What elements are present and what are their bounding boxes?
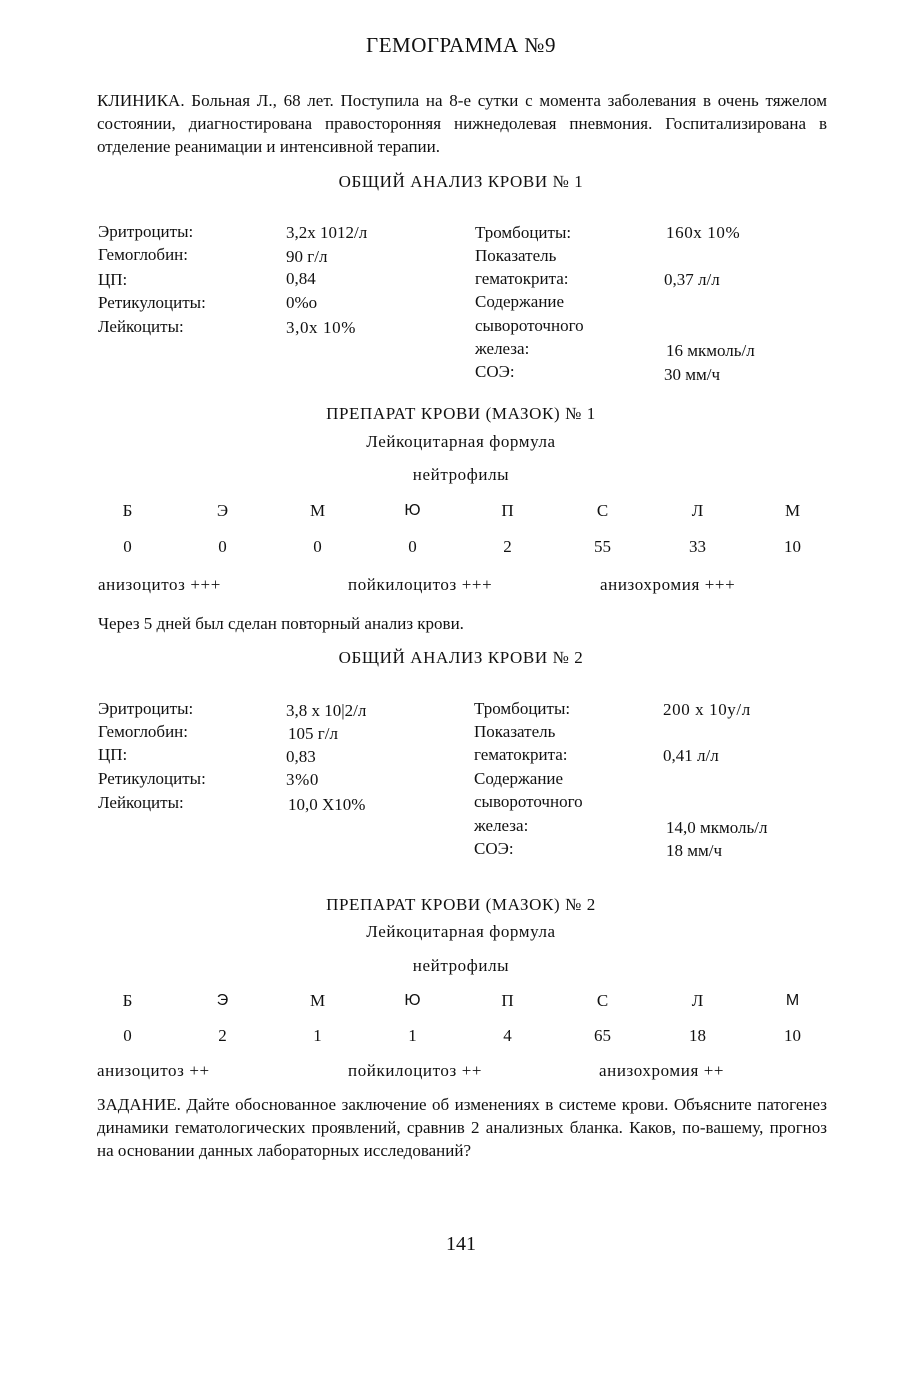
analysis2-label-hemoglobin: Гемоглобин:: [98, 722, 188, 741]
analysis1-value-iron: 16 мкмоль/л: [666, 341, 755, 360]
smear1-anisochromia: анизохромия +++: [600, 575, 736, 594]
smear2-anisocytosis: анизоцитоз ++: [97, 1061, 210, 1080]
analysis1-value-hematocrit: 0,37 л/л: [664, 270, 720, 289]
smear2-value-monocytes: 10: [784, 1026, 801, 1045]
smear1-value-lymphocytes: 33: [689, 537, 706, 556]
analysis2-label-esr: СОЭ:: [474, 839, 514, 858]
smear2-header-monocytes: М: [785, 992, 800, 1009]
smear2-value-metamyelocytes: 1: [408, 1026, 417, 1045]
smear1-poikilocytosis: пойкилоцитоз +++: [348, 575, 493, 594]
analysis2-label-platelets: Тромбоциты:: [474, 699, 571, 718]
task-paragraph: ЗАДАНИЕ. Дайте обоснованное заключение об изменениях в системе крови. Объясните патогенез динамики гематологических проявлений, сравнив 2 анализных бланка. Каков, по-вашему, прогноз на основании данных лабораторных исследований?: [97, 1095, 827, 1160]
analysis2-value-platelets: 200 х 10у/л: [663, 700, 751, 719]
smear2-poikilocytosis: пойкилоцитоз ++: [348, 1061, 483, 1080]
analysis1-label-erythrocytes: Эритроциты:: [98, 222, 194, 241]
smear2-value-myelocytes: 1: [313, 1026, 322, 1045]
analysis1-label-color-index: ЦП:: [98, 270, 128, 289]
smear2-header-myelocytes: М: [309, 991, 326, 1010]
smear2-value-segmented: 65: [594, 1026, 611, 1045]
smear1-header-eosinophils: Э: [216, 501, 229, 520]
analysis2-value-reticulocytes: 3%0: [286, 770, 319, 789]
analysis2-label-hematocrit-1: Показатель: [474, 722, 556, 741]
smear1-values-row: [80, 535, 840, 558]
page-number: 141: [446, 1233, 476, 1255]
smear2-header-segmented: С: [596, 991, 609, 1010]
smear1-heading: ПРЕПАРАТ КРОВИ (МАЗОК) № 1: [326, 404, 596, 423]
analysis1-label-hemoglobin: Гемоглобин:: [98, 245, 188, 264]
analysis1-value-hemoglobin: 90 г/л: [286, 247, 328, 266]
smear1-header-basophils: Б: [122, 501, 133, 520]
analysis1-value-reticulocytes: 0%о: [286, 293, 318, 312]
smear2-header-band: П: [501, 991, 514, 1010]
clinic-paragraph: КЛИНИКА. Больная Л., 68 лет. Поступила на 8-е сутки с момента заболевания в очень тяжелом состоянии, диагностирована правосторонняя нижнедолевая пневмония. Госпитализирована в отделение реанимации и интенсивной терапии.: [97, 91, 827, 156]
analysis2-label-iron-2: сывороточного: [474, 792, 583, 811]
analysis2-value-leukocytes: 10,0 Х10%: [288, 795, 366, 814]
analysis2-label-leukocytes: Лейкоциты:: [98, 793, 184, 812]
analysis1-value-leukocytes: 3,0х 10%: [286, 318, 356, 337]
analysis1-label-iron-1: Содержание: [475, 292, 565, 311]
analysis1-label-iron-3: железа:: [475, 339, 530, 358]
analysis2-label-iron-1: Содержание: [474, 769, 564, 788]
smear2-formula-title: Лейкоцитарная формула: [366, 922, 556, 941]
smear1-anisocytosis: анизоцитоз +++: [98, 575, 221, 594]
smear1-value-segmented: 55: [594, 537, 611, 556]
analysis1-value-esr: 30 мм/ч: [664, 365, 721, 384]
analysis2-heading: ОБЩИЙ АНАЛИЗ КРОВИ № 2: [338, 648, 584, 667]
analysis1-heading: ОБЩИЙ АНАЛИЗ КРОВИ № 1: [338, 172, 584, 191]
analysis1-label-leukocytes: Лейкоциты:: [98, 317, 184, 336]
analysis1-label-iron-2: сывороточного: [475, 316, 584, 335]
smear2-value-eosinophils: 2: [218, 1026, 227, 1045]
smear1-value-basophils: 0: [123, 537, 132, 556]
page-title: ГЕМОГРАММА №9: [366, 33, 556, 57]
analysis1-label-platelets: Тромбоциты:: [475, 223, 572, 242]
analysis2-label-color-index: ЦП:: [98, 745, 128, 764]
smear1-neutrophils-label: нейтрофилы: [412, 465, 510, 484]
analysis1-value-erythrocytes: 3,2х 1012/л: [286, 223, 368, 242]
analysis1-value-platelets: 160х 10%: [666, 223, 741, 242]
analysis2-label-hematocrit-2: гематокрита:: [474, 745, 568, 764]
analysis2-label-erythrocytes: Эритроциты:: [98, 699, 194, 718]
smear1-header-band: П: [501, 501, 514, 520]
analysis2-value-iron: 14,0 мкмоль/л: [666, 818, 768, 837]
analysis2-value-erythrocytes: 3,8 х 10|2/л: [286, 701, 367, 720]
smear2-header-row: [80, 989, 840, 1012]
smear1-value-band: 2: [503, 537, 512, 556]
analysis1-label-hematocrit-2: гематокрита:: [475, 269, 569, 288]
repeat-analysis-note: Через 5 дней был сделан повторный анализ крови.: [98, 614, 464, 633]
smear1-header-myelocytes: М: [309, 501, 326, 520]
analysis2-label-reticulocytes: Ретикулоциты:: [98, 769, 206, 788]
smear2-anisochromia: анизохромия ++: [599, 1061, 725, 1080]
smear1-value-eosinophils: 0: [218, 537, 227, 556]
smear2-values-row: [80, 1024, 840, 1047]
analysis1-value-color-index: 0,84: [286, 269, 316, 288]
analysis1-label-hematocrit-1: Показатель: [475, 246, 557, 265]
analysis2-value-hemoglobin: 105 г/л: [288, 724, 338, 743]
analysis2-value-esr: 18 мм/ч: [666, 841, 723, 860]
smear2-heading: ПРЕПАРАТ КРОВИ (МАЗОК) № 2: [326, 895, 596, 914]
smear2-header-eosinophils: Э: [216, 992, 229, 1009]
analysis1-label-esr: СОЭ:: [475, 362, 515, 381]
smear2-value-band: 4: [503, 1026, 512, 1045]
smear2-header-basophils: Б: [122, 991, 133, 1010]
smear1-value-metamyelocytes: 0: [408, 537, 417, 556]
analysis2-value-hematocrit: 0,41 л/л: [663, 746, 719, 765]
smear1-header-monocytes: М: [784, 501, 801, 520]
smear2-value-basophils: 0: [123, 1026, 132, 1045]
smear1-formula-title: Лейкоцитарная формула: [366, 432, 556, 451]
smear1-value-monocytes: 10: [784, 537, 801, 556]
smear2-header-lymphocytes: Л: [691, 991, 704, 1010]
smear1-header-row: [80, 499, 840, 522]
analysis1-label-reticulocytes: Ретикулоциты:: [98, 293, 206, 312]
smear2-value-lymphocytes: 18: [689, 1026, 706, 1045]
smear2-header-metamyelocytes: Ю: [404, 992, 421, 1009]
smear1-value-myelocytes: 0: [313, 537, 322, 556]
smear1-header-segmented: С: [596, 501, 609, 520]
smear2-neutrophils-label: нейтрофилы: [412, 956, 510, 975]
smear1-header-lymphocytes: Л: [691, 501, 704, 520]
smear1-header-metamyelocytes: Ю: [404, 502, 421, 519]
analysis2-value-color-index: 0,83: [286, 747, 316, 766]
analysis2-label-iron-3: железа:: [474, 816, 529, 835]
